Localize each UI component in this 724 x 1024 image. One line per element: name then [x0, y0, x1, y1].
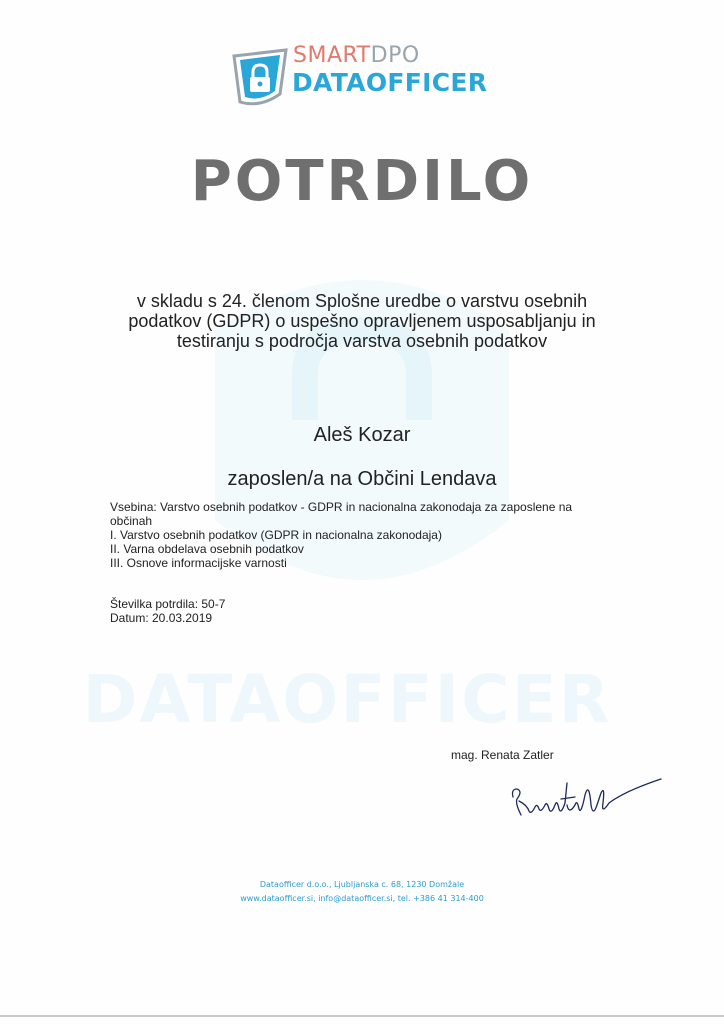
logo-dataofficer-text: DATAOFFICER [292, 68, 488, 97]
course-content [110, 500, 610, 570]
shield-lock-icon [230, 46, 290, 112]
signer-name: mag. Renata Zatler [451, 748, 554, 762]
company-logo [230, 42, 490, 114]
footer-contact: www.dataofficer.si, info@dataofficer.si, tel. +386 41 314-400 [240, 894, 484, 903]
recipient-name: Aleš Kozar [313, 424, 411, 446]
intro-text [80, 291, 644, 351]
certificate-title: POTRDILO [190, 149, 534, 214]
content-item: I. Varstvo osebnih podatkov (GDPR in nacionalna zakonodaja) [110, 528, 442, 542]
intro-line: v skladu s 24. členom Splošne uredbe o varstvu osebnih [136, 291, 588, 311]
recipient-employer: zaposlen/a na Občini Lendava [227, 468, 497, 490]
content-line: Vsebina: Varstvo osebnih podatkov - GDPR in nacionalna zakonodaja za zaposlene na [110, 500, 573, 514]
certificate-meta [110, 597, 225, 625]
logo-smart-text: SMART [293, 43, 371, 68]
certificate-date: Datum: 20.03.2019 [110, 611, 213, 625]
footer-address: Dataofficer d.o.o., Ljubljanska c. 68, 1230 Domžale [259, 880, 465, 889]
content-line: občinah [110, 514, 153, 528]
intro-line: testiranju s področja varstva osebnih podatkov [176, 331, 548, 351]
handwritten-signature [505, 775, 665, 835]
bottom-divider [0, 1015, 724, 1017]
intro-line: podatkov (GDPR) o uspešno opravljenem usposabljanju in [128, 311, 596, 331]
content-item: III. Osnove informacijske varnosti [110, 556, 287, 570]
certificate-number: Številka potrdila: 50-7 [110, 597, 226, 611]
logo-smartdpo-text [293, 44, 420, 68]
content-item: II. Varna obdelava osebnih podatkov [110, 542, 304, 556]
logo-dpo-text: DPO [370, 43, 420, 68]
company-footer [0, 878, 724, 906]
watermark-text: DATAOFFICER [82, 661, 612, 738]
